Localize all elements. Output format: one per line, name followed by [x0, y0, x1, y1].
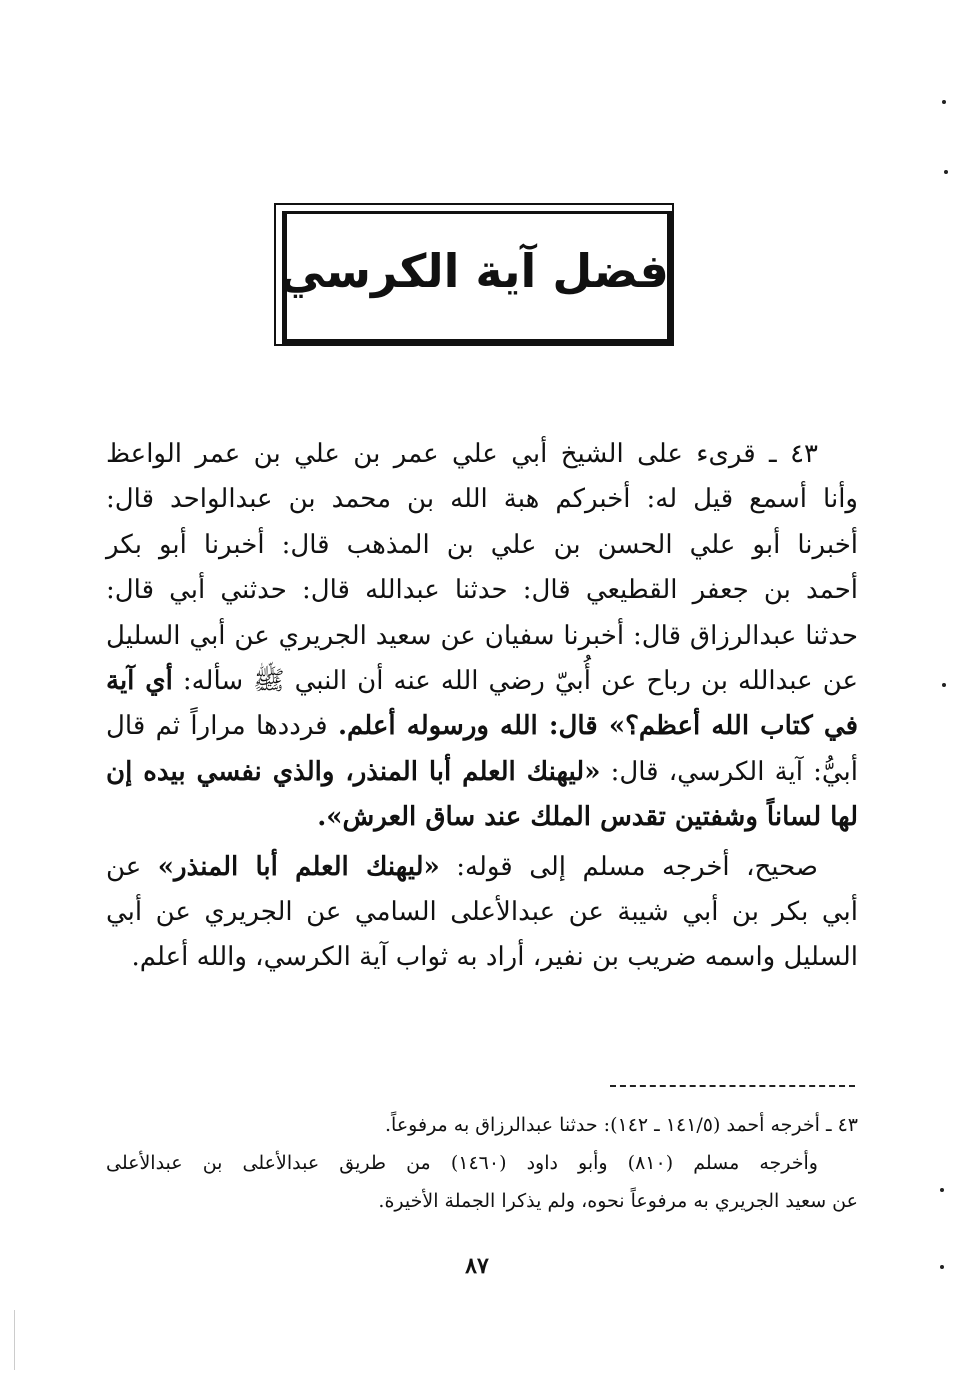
bold-text: «ليهنك العلم أبا المنذر»	[157, 851, 440, 882]
scan-mark	[942, 100, 946, 104]
text-segment: أبيُّ: آية الكرسي، قال:	[600, 756, 859, 787]
text-segment: أخبرنا أبو علي الحسن بن علي بن المذهب قال: أخبرنا أبو بكر	[106, 529, 858, 560]
text-segment: أبي بكر بن أبي شيبة عن عبدالأعلى السامي عن الجريري عن أبي	[106, 897, 858, 928]
takhrij-line	[106, 845, 858, 890]
hadith-line	[106, 750, 858, 795]
text-segment: أحمد بن جعفر القطيعي قال: حدثنا عبدالله قال: حدثني أبي قال:	[106, 575, 858, 606]
bold-text: «ليهنك العلم أبا المنذر، والذي نفسي بيده إن	[106, 756, 601, 787]
scan-mark	[940, 1188, 944, 1192]
text-segment: عن	[106, 851, 158, 882]
takhrij-paragraph	[106, 845, 858, 981]
text-segment: صحيح، أخرجه مسلم إلى قوله:	[439, 851, 819, 882]
footnote-line-3: عن سعيد الجريري به مرفوعاً نحوه، ولم يذكرا الجملة الأخيرة.	[378, 1190, 858, 1212]
text-segment: حدثنا عبدالرزاق قال: أخبرنا سفيان عن سعيد الجريري عن أبي السليل	[106, 620, 858, 651]
hadith-line	[106, 614, 858, 659]
bold-text: في كتاب الله أعظم؟» قال: الله ورسوله أعلم.	[337, 711, 858, 742]
scan-edge	[14, 1310, 15, 1370]
hadith-paragraph	[106, 432, 858, 841]
hadith-line	[106, 432, 858, 477]
text-segment: عن عبدالله بن رباح عن أُبيّ رضي الله عنه أن النبي ﷺ سأله:	[172, 666, 858, 697]
chapter-title-frame	[274, 203, 674, 346]
footnote-line-1: ٤٣ ـ أخرجه أحمد (١٤١/٥ ـ ١٤٢): حدثنا عبدالرزاق به مرفوعاً.	[385, 1114, 858, 1136]
scan-mark	[944, 170, 948, 174]
hadith-line	[106, 795, 858, 840]
hadith-line	[106, 659, 858, 704]
footnote-separator	[610, 1085, 855, 1087]
takhrij-line	[106, 890, 858, 935]
scan-mark	[942, 683, 946, 687]
scan-mark	[940, 1265, 944, 1269]
hadith-line	[106, 477, 858, 522]
footnote-line-2: وأخرجه مسلم (٨١٠) وأبو داود (١٤٦٠) من طريق عبدالأعلى بن عبدالأعلى	[106, 1152, 818, 1174]
text-segment: وأنا أسمع قيل له: أخبركم هبة الله بن محمد بن عبدالواحد قال:	[106, 484, 858, 515]
hadith-line	[106, 523, 858, 568]
hadith-line	[106, 704, 858, 749]
text-segment: فرددها مراراً ثم قال	[106, 711, 338, 742]
bold-text: أي آية	[106, 666, 173, 697]
chapter-title: فضل آية الكرسي	[279, 244, 669, 298]
page-number: ٨٧	[465, 1253, 489, 1279]
bold-text: لها لساناً وشفتين تقدس الملك عند ساق العرش».	[317, 802, 858, 833]
text-segment: ٤٣ ـ قرىء على الشيخ أبي علي عمر بن علي بن عمر الواعظ	[106, 439, 818, 469]
hadith-line	[106, 568, 858, 613]
text-segment: السليل واسمه ضريب بن نفير، أراد به ثواب آية الكرسي، والله أعلم.	[131, 942, 858, 973]
takhrij-line	[106, 935, 858, 980]
footnotes	[106, 1106, 858, 1220]
main-text	[106, 432, 858, 981]
